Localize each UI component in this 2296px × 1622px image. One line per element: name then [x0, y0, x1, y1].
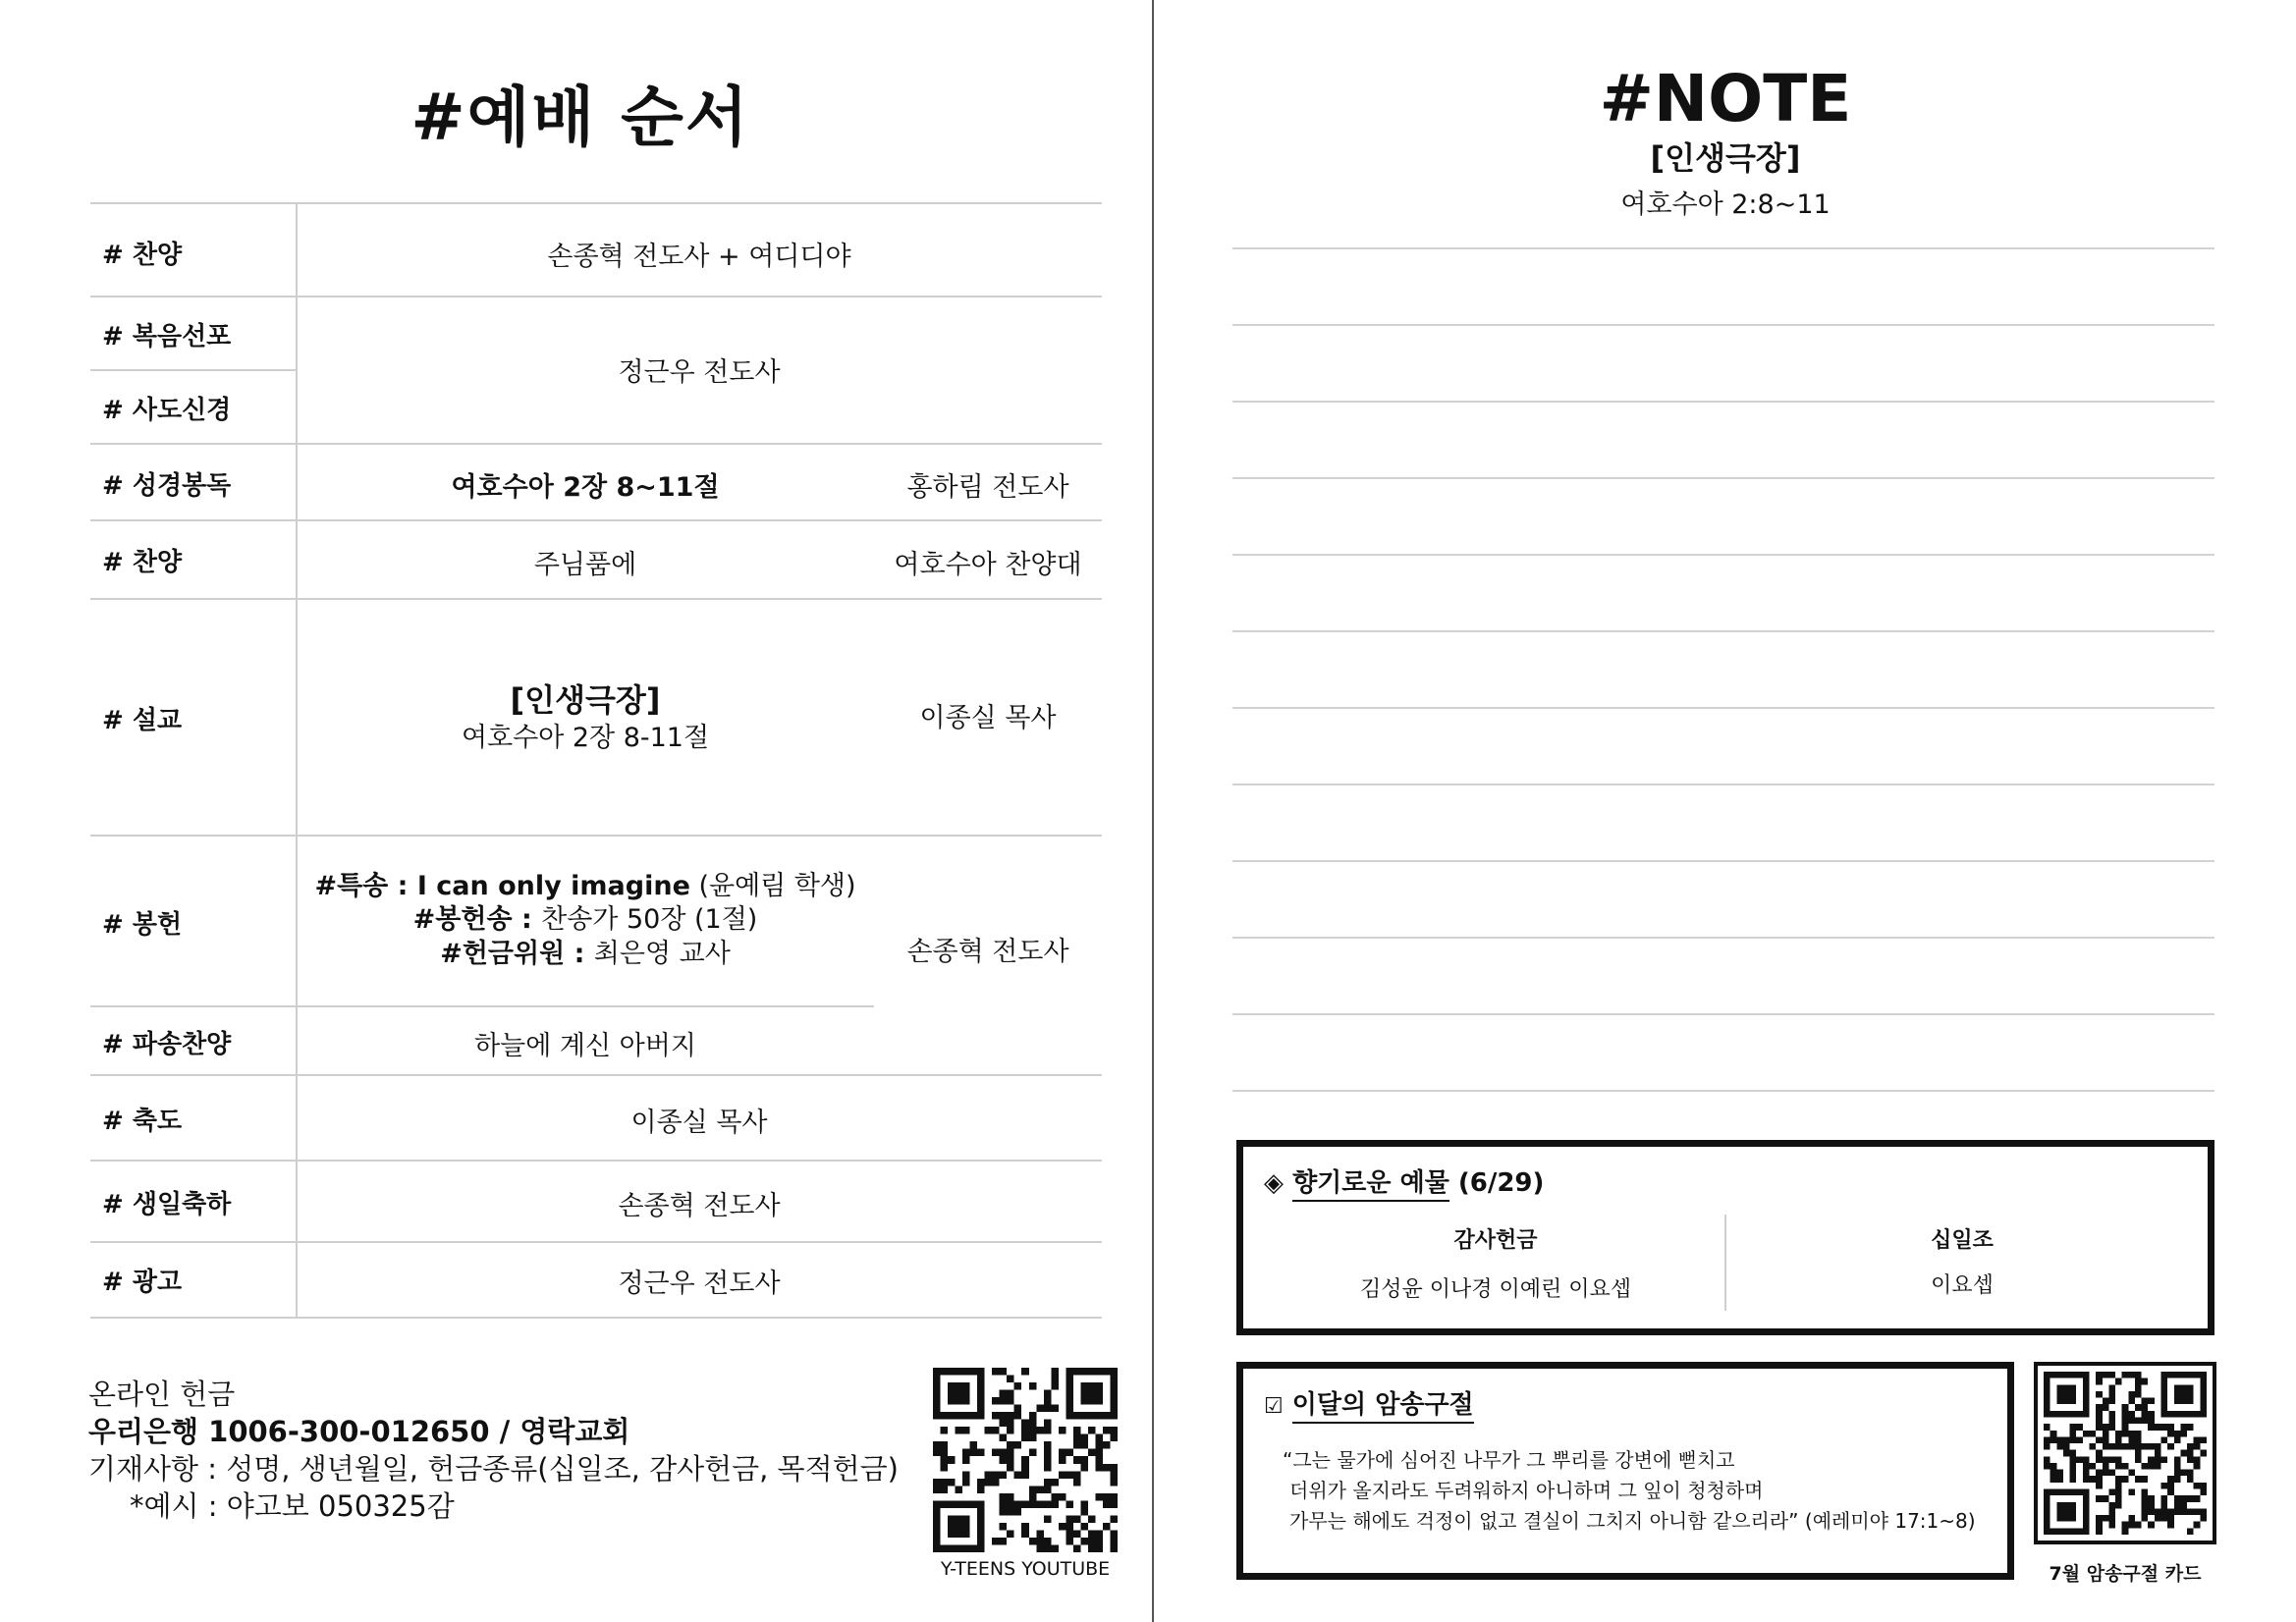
row-label-sending-song: # 파송찬양 [102, 1030, 232, 1059]
tithe-header: 십일조 [1931, 1228, 1994, 1253]
birthday-leader: 손종혁 전도사 [618, 1191, 781, 1221]
offering-usher-line [297, 932, 874, 970]
note-line [1232, 477, 2214, 479]
table-line [90, 202, 1102, 204]
note-line [1232, 937, 2214, 939]
offering-title: 온라인 헌금 [88, 1378, 236, 1411]
benediction-pastor: 이종실 목사 [630, 1108, 768, 1138]
note-line [1232, 784, 2214, 785]
sermon-title: [인생극장] [510, 681, 661, 719]
table-line [90, 1317, 1102, 1319]
note-line [1232, 401, 2214, 403]
row-label-offering: # 봉헌 [102, 910, 183, 940]
verse-card-qr-code[interactable] [2034, 1362, 2216, 1544]
memory-verse-title-text: 이달의 암송구절 [1292, 1390, 1474, 1424]
praise-leaders: 손종혁 전도사 + 여디디야 [547, 242, 851, 272]
table-line [90, 443, 1102, 445]
row-label-benediction: # 축도 [102, 1107, 183, 1136]
table-line [90, 519, 1102, 521]
special-song-title: I can only imagine [416, 871, 690, 901]
note-reference: 여호수아 2:8~11 [1620, 189, 1831, 220]
announcement-leader: 정근우 전도사 [618, 1269, 781, 1299]
row-label-announcement: # 광고 [102, 1268, 183, 1297]
scripture-reader: 홍하림 전도사 [906, 472, 1069, 503]
table-line [90, 835, 1102, 837]
offering-usher-label: #헌금위원 : [440, 939, 594, 969]
row-label-gospel: # 복음선포 [102, 322, 232, 351]
youtube-qr-caption: Y-TEENS YOUTUBE [940, 1558, 1111, 1580]
thanks-offering-names: 김성윤 이나경 이예린 이요셉 [1359, 1277, 1631, 1302]
note-line [1232, 247, 2214, 249]
row-label-scripture: # 성경봉독 [102, 471, 232, 501]
note-title: #NOTE [1599, 61, 1852, 136]
memory-verse-title [1264, 1384, 1474, 1421]
offering-box-title [1264, 1162, 1544, 1199]
offering-leader: 손종혁 전도사 [906, 937, 1069, 967]
table-line [90, 598, 1102, 600]
row-label-sermon: # 설교 [102, 706, 183, 735]
row-label-birthday: # 생일축하 [102, 1190, 232, 1219]
offering-account: 우리은행 1006-300-012650 / 영락교회 [88, 1415, 630, 1448]
sending-song: 하늘에 계신 아버지 [474, 1031, 696, 1061]
note-subtitle: [인생극장] [1650, 139, 1801, 177]
offering-instructions: 기재사항 : 성명, 생년월일, 헌금종류(십일조, 감사헌금, 목적헌금) [88, 1452, 899, 1486]
note-line [1232, 1090, 2214, 1092]
note-line [1232, 324, 2214, 326]
table-line [90, 1005, 874, 1007]
offering-hymn-label: #봉헌송 : [412, 904, 542, 935]
table-line [90, 1074, 1102, 1076]
note-line [1232, 554, 2214, 556]
sermon-preacher: 이종실 목사 [919, 703, 1057, 733]
offering-example: *예시 : 야고보 050325감 [130, 1489, 455, 1523]
table-line [90, 296, 1102, 297]
offering-box-title-text: 향기로운 예물 [1292, 1168, 1449, 1202]
page-divider [1152, 0, 1154, 1622]
youtube-qr-code[interactable] [933, 1368, 1118, 1552]
note-line [1232, 707, 2214, 709]
checkbox-icon: ☑ [1264, 1394, 1284, 1419]
row-label-creed: # 사도신경 [102, 396, 232, 425]
verse-card-caption: 7월 암송구절 카드 [2049, 1563, 2202, 1585]
offering-hymn-line [297, 897, 874, 936]
note-line [1232, 1013, 2214, 1015]
sermon-reference: 여호수아 2장 8-11절 [461, 723, 710, 753]
qr-code-icon [2044, 1372, 2207, 1535]
memory-verse-line-3: 가무는 해에도 걱정이 없고 결실이 그치지 아니함 같으리라” (예레미야 17:1~8) [1289, 1509, 1976, 1533]
memory-verse-line-1: “그는 물가에 심어진 나무가 그 뿌리를 강변에 뻗치고 [1283, 1448, 1735, 1472]
offering-usher-value: 최은영 교사 [593, 939, 731, 969]
tithe-names: 이요셉 [1931, 1273, 1994, 1298]
note-line [1232, 630, 2214, 632]
thanks-offering-header: 감사헌금 [1453, 1228, 1538, 1253]
special-song-singer: (윤예림 학생) [689, 871, 856, 901]
memory-verse-line-2: 더위가 올지라도 두려워하지 아니하며 그 잎이 청청하며 [1289, 1479, 1764, 1502]
table-line [90, 1160, 1102, 1162]
table-line [90, 1241, 1102, 1243]
gospel-creed-leader: 정근우 전도사 [618, 357, 781, 388]
row-label-praise-2: # 찬양 [102, 548, 183, 577]
diamond-icon: ◈ [1264, 1168, 1284, 1198]
note-line [1232, 860, 2214, 862]
praise-choir: 여호수아 찬양대 [894, 550, 1082, 580]
offering-box-date: (6/29) [1457, 1168, 1545, 1198]
praise-song: 주님품에 [533, 550, 637, 580]
row-label-praise: # 찬양 [102, 241, 183, 270]
special-song-label: #특송 : [314, 871, 417, 901]
table-line [90, 369, 297, 371]
qr-code-icon [933, 1368, 1118, 1552]
offering-hymn-value: 찬송가 50장 (1절) [541, 904, 758, 935]
scripture-reading: 여호수아 2장 8~11절 [451, 472, 720, 503]
order-title: #예배 순서 [410, 80, 750, 155]
